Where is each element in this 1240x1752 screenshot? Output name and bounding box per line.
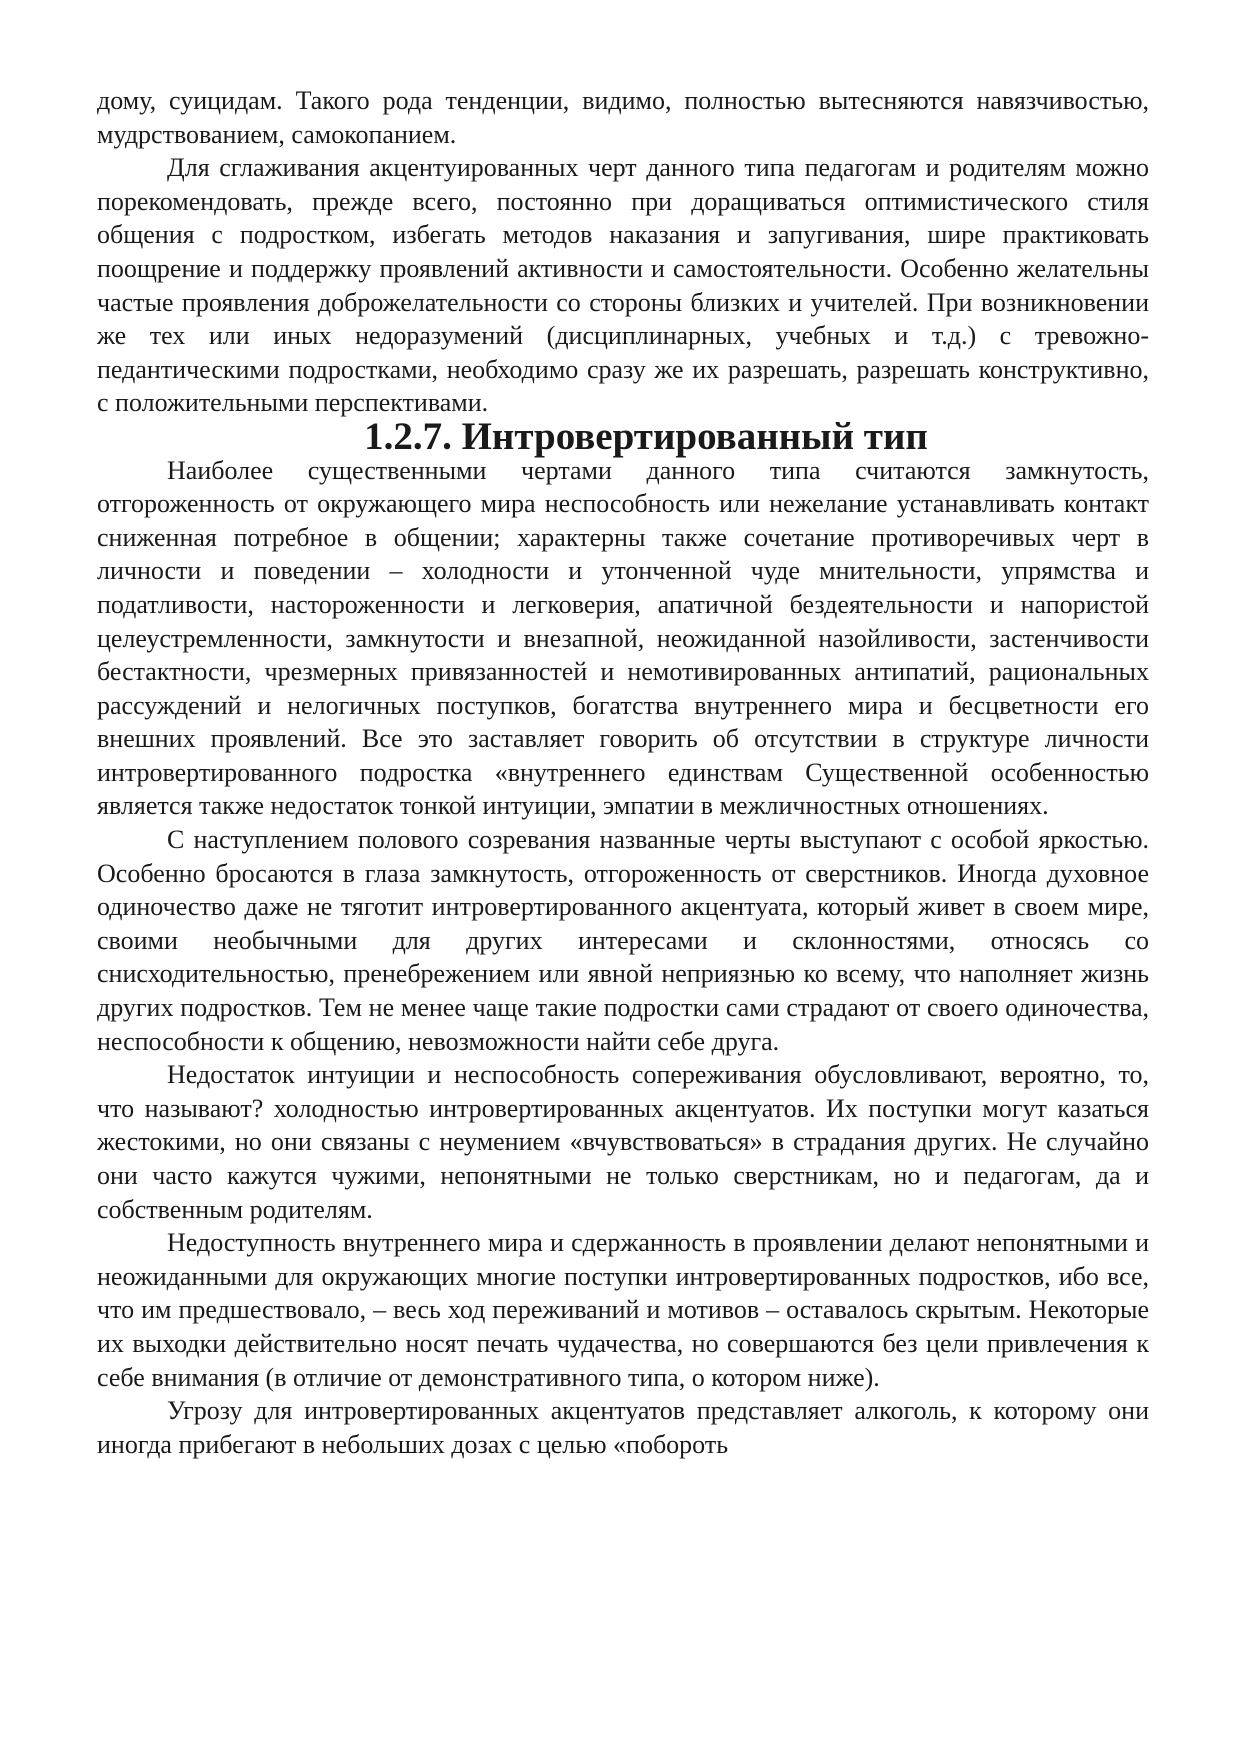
paragraph-continuation: дому, суицидам. Такого рода тенденции, видимо, полностью вытесняются навязчивостью, мудрствованием, самокопанием. xyxy=(97,86,1149,149)
section-heading: 1.2.7. Интровертированный тип xyxy=(364,414,928,458)
paragraph-alcohol: Угрозу для интровертированных акцентуатов представляет алкоголь, к которому они иногда прибегают в небольших дозах с целью «побороть xyxy=(97,1396,1149,1459)
paragraph-intuition: Недостаток интуиции и неспособность сопереживания обусловливают, вероятно, то, что называют? холодностью интровертированных акцентуатов. Их поступки могут казаться жестокими, но они связаны с неумением «вчувствоваться» в страдания других. Не случайно они часто кажутся чужими, непонятными не только сверстникам, но и педагогам, да и собственным родителям. xyxy=(97,1060,1149,1224)
paragraph-puberty: С наступлением полового созревания названные черты выступают с особой яркостью. Особенно бросаются в глаза замкнутость, отгороженность от сверстников. Иногда духовное одиночество даже не тяготит интровертированного акцентуата, который живет в своем мире, своими необычными для других интересами и склонностями, относясь со снисходительностью, пренебрежением или явной неприязнью ко всему, что наполняет жизнь других подростков. Тем не менее чаще такие подростки сами страдают от своего одиночества, неспособности к общению, невозможности найти себе друга. xyxy=(97,825,1149,1056)
paragraph-recommendations: Для сглаживания акцентуированных черт данного типа педагогам и родителям можно порекомендовать, прежде всего, постоянно при доращиваться оптимистического стиля общения с подростком, избегать методов наказания и запугивания, шире практиковать поощрение и поддержку проявлений активности и самостоятельности. Особенно желательны частые проявления доброжелательности со стороны близких и учителей. При возникновении же тех или иных недоразумений (дисциплинарных, учебных и т.д.) с тревожно-педантическими подростками, необходимо сразу же их разрешать, разрешать конструктивно, с положительными перспективами. xyxy=(97,153,1149,418)
paragraph-inner-world: Недоступность внутреннего мира и сдержанность в проявлении делают непонятными и неожиданными для окружающих многие поступки интровертированных подростков, ибо все, что им предшествовало, – весь ход переживаний и мотивов – оставалось скрытым. Некоторые их выходки действительно носят печать чудачества, но совершаются без цели привлечения к себе внимания (в отличие от демонстративного типа, о котором ниже). xyxy=(97,1228,1149,1392)
paragraph-introverted-traits: Наиболее существенными чертами данного типа считаются замкнутость, отгороженность от окружающего мира неспособность или нежелание устанавливать контакт сниженная потребное в общении; характерны также сочетание противоречивых черт в личности и поведении – холодности и утонченной чуде мнительности, упрямства и податливости, настороженности и легковерия, апатичной бездеятельности и напористой целеустремленности, замкнутости и внезапной, неожиданной назойливости, застенчивости бестактности, чрезмерных привязанностей и немотивированных антипатий, рациональных рассуждений и нелогичных поступков, богатства внутреннего мира и бесцветности его внешних проявлений. Все это заставляет говорить об отсутствии в структуре личности интровертированного подростка «внутреннего единствам Существенной особенностью является также недостаток тонкой интуиции, эмпатии в межличностных отношениях. xyxy=(97,455,1149,821)
document-page xyxy=(97,84,1149,1461)
